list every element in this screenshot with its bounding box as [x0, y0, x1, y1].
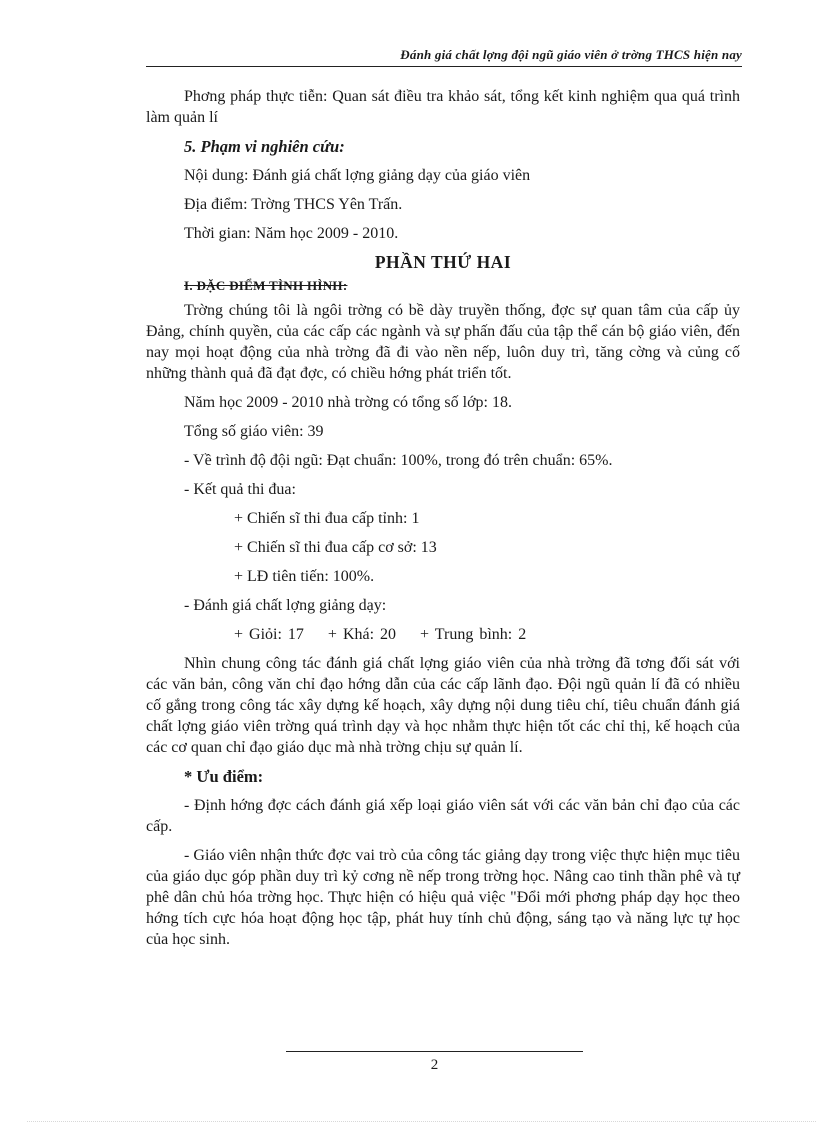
scope-location: Địa điểm: Trờng THCS Yên Trấn.	[184, 196, 403, 213]
teaching-eval-heading: - Đánh giá chất lợng giảng dạy:	[184, 597, 387, 614]
emulation-item: + LĐ tiên tiến: 100%.	[234, 568, 375, 585]
class-count: Năm học 2009 - 2010 nhà trờng có tổng số lớp: 18.	[184, 394, 512, 411]
scope-time: Thời gian: Năm học 2009 - 2010.	[184, 225, 399, 242]
page-edge	[27, 1121, 816, 1122]
teacher-count: Tổng số giáo viên: 39	[184, 423, 324, 440]
grade-good: + Giỏi: 17	[234, 626, 304, 643]
advantage-item: - Giáo viên nhận thức đợc vai trò của công tác giảng dạy trong việc thực hiện mục tiêu của giáo dục góp phần duy trì kỷ cơng nề nếp trong trờng học. Nâng cao tinh thần phê và tự phê dân chủ hóa trờng học. Thực hiện có hiệu quả việc "Đổi mới phơng pháp dạy học theo hớng tích cực hóa hoạt động học tập, phát huy tính chủ động, sáng tạo và năng lực tự học của học sinh.	[146, 847, 740, 948]
emulation-heading: - Kết quả thi đua:	[184, 481, 296, 498]
qualification: - Về trình độ đội ngũ: Đạt chuẩn: 100%, trong đó trên chuẩn: 65%.	[184, 452, 613, 469]
header-divider	[146, 66, 742, 67]
footer-divider	[286, 1051, 583, 1052]
emulation-item: + Chiến sĩ thi đua cấp tỉnh: 1	[234, 510, 420, 527]
grade-fair: + Khá: 20	[327, 626, 397, 643]
running-header: Đánh giá chất lợng đội ngũ giáo viên ở trờng THCS hiện nay	[400, 47, 742, 62]
method-paragraph: Phơng pháp thực tiễn: Quan sát điều tra khảo sát, tổng kết kinh nghiệm qua quá trình làm quản lí	[146, 88, 740, 126]
scope-heading: 5. Phạm vi nghiên cứu:	[184, 137, 345, 156]
situation-heading: I. ĐẶC ĐIỂM TÌNH HÌNH:	[184, 278, 348, 293]
overview-paragraph: Nhìn chung công tác đánh giá chất lợng giáo viên của nhà trờng đã tơng đối sát với các văn bản, công văn chỉ đạo hớng dẫn của các cấp lãnh đạo. Đội ngũ quản lí đã có nhiều cố gắng trong công tác xây dựng kế hoạch, xây dựng nội dung tiêu chí, tiêu chuẩn đánh giá chất lợng giáo viên trờng quá trình dạy và học nhằm thực hiện tốt các chỉ thị, kế hoạch của các cơ quan chỉ đạo giáo dục mà nhà trờng chịu sự quản lí.	[146, 655, 740, 756]
page-body	[146, 86, 740, 950]
advantage-item: - Định hớng đợc cách đánh giá xếp loại giáo viên sát với các văn bản chỉ đạo của các cấp.	[146, 797, 740, 835]
page-number: 2	[430, 1057, 439, 1073]
part-title: PHẦN THỨ HAI	[374, 252, 512, 272]
grade-average: + Trung bình: 2	[420, 626, 527, 643]
advantages-heading: * Ưu điểm:	[184, 767, 264, 786]
scope-content: Nội dung: Đánh giá chất lợng giảng dạy của giáo viên	[184, 167, 531, 184]
emulation-item: + Chiến sĩ thi đua cấp cơ sở: 13	[234, 539, 437, 556]
situation-paragraph: Trờng chúng tôi là ngôi trờng có bề dày truyền thống, đợc sự quan tâm của cấp ủy Đảng, chính quyền, của các cấp các ngành và sự phấn đấu của tập thể cán bộ giáo viên, đến nay mọi hoạt động của nhà trờng đã đi vào nền nếp, luôn duy trì, tăng cờng và củng cố những thành quả đã đạt đợc, có chiều hớng phát triển tốt.	[146, 302, 740, 382]
grade-summary	[146, 624, 740, 645]
